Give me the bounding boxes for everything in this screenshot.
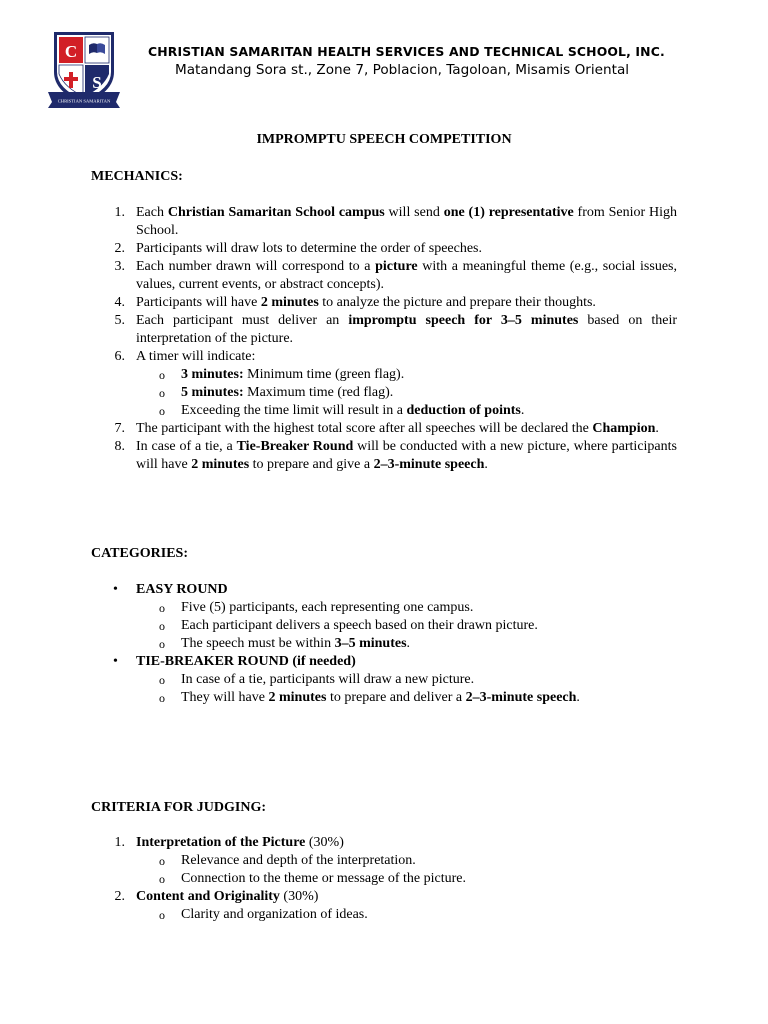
text-run: Each participant delivers a speech based on their drawn picture. [181,618,538,633]
text-run: . [576,690,580,705]
text-run: based on their interpretation of the picture. [136,313,677,346]
list-item-text [136,834,677,852]
bold-text: picture [375,259,418,274]
sub-list-item [136,671,677,689]
bold-text: 3–5 minutes [334,636,407,651]
text-run: Connection to the theme or message of the picture. [181,871,466,886]
sub-list-item [136,852,677,870]
list-item-text [136,420,677,438]
bold-text: 2 minutes [260,295,319,310]
sub-list-item [136,870,677,888]
list-item-text [136,204,677,240]
text-run: . [484,457,488,472]
list-item [91,258,677,294]
list-number: 4. [114,295,125,310]
text-run: Each participant must deliver an [136,313,349,328]
list-item-text [136,240,677,258]
text-run: They will have [181,690,269,705]
list-item-text [136,258,677,294]
sub-list [136,906,677,924]
sub-list-item [136,635,677,653]
sub-bullet-marker: o [159,872,165,886]
bold-text: 2–3-minute speech [373,457,485,472]
text-run: Relevance and depth of the interpretation. [181,853,416,868]
category-label: EASY ROUND [136,582,228,597]
school-logo [46,28,122,110]
bullet-marker: • [113,654,118,669]
text-run: will be conducted with a new picture, where participants will have [136,439,677,472]
sub-list-item [136,366,677,384]
text-run: Each [136,205,168,220]
bold-text: Christian Samaritan School campus [167,205,385,220]
list-number: 2. [114,241,125,256]
list-item [91,834,677,888]
bold-text: deduction of points [406,403,521,418]
bold-text: one (1) representative [443,205,574,220]
school-name: CHRISTIAN SAMARITAN HEALTH SERVICES AND TECHNICAL SCHOOL, INC. [148,44,665,59]
text-run: . [406,636,411,651]
category-item [91,653,677,707]
list-number: 3. [114,259,125,274]
bold-text: Interpretation of the Picture [136,835,306,850]
sub-list-item [136,689,677,707]
text-run: Minimum time (green flag). [243,367,405,382]
list-item-text [136,888,677,906]
text-run: . [520,403,525,418]
list-item-text [136,348,677,366]
category-label: TIE-BREAKER ROUND (if needed) [136,654,356,669]
text-run: Five (5) participants, each representing one campus. [181,600,474,615]
sub-bullet-marker: o [159,386,165,400]
list-item [91,240,677,258]
text-run: from Senior High School. [136,205,678,238]
sub-bullet-marker: o [159,619,165,633]
text-run: The participant with the highest total score after all speeches will be declared the [136,421,593,436]
categories-list [91,581,677,707]
text-run: to prepare and deliver a [326,690,466,705]
text-run: will send [384,205,444,220]
list-item [91,420,677,438]
bullet-marker: • [113,582,118,597]
text-run: (30%) [305,835,344,850]
bold-text: 5 minutes: [181,385,244,400]
list-number: 1. [114,205,125,220]
sub-bullet-marker: o [159,637,165,651]
sub-bullet-marker: o [159,854,165,868]
list-number: 2. [114,889,125,904]
list-item [91,312,677,348]
text-run: In case of a tie, participants will draw a new picture. [181,672,475,687]
text-run: The speech must be within [181,636,335,651]
bold-text: 2 minutes [191,457,250,472]
text-run: Maximum time (red flag). [243,385,394,400]
sub-list [136,599,677,653]
document-title: IMPROMPTU SPEECH COMPETITION [256,132,512,147]
list-number: 6. [114,349,125,364]
text-run: Each number drawn will correspond to a [136,259,376,274]
bold-text: 2–3-minute speech [465,690,577,705]
list-item-text [136,312,677,348]
sub-bullet-marker: o [159,368,165,382]
book-icon [89,43,105,54]
mechanics-list [91,204,677,474]
text-run: to prepare and give a [249,457,374,472]
list-number: 8. [114,439,125,454]
text-run: Participants will draw lots to determine the order of speeches. [136,241,483,256]
sub-list [136,366,677,420]
list-item-text [136,294,677,312]
list-item [91,348,677,420]
list-item [91,438,677,474]
logo-letter-c: C [64,42,78,61]
sub-list [136,852,677,888]
bold-text: Content and Originality [136,889,280,904]
sub-list-item [136,617,677,635]
text-run: to analyze the picture and prepare their thoughts. [318,295,596,310]
categories-heading: CATEGORIES: [91,546,188,561]
bold-text: Tie-Breaker Round [236,439,354,454]
list-number: 1. [114,835,125,850]
sub-bullet-marker: o [159,601,165,615]
list-number: 5. [114,313,125,328]
school-address: Matandang Sora st., Zone 7, Poblacion, Tagoloan, Misamis Oriental [175,62,630,78]
text-run: A timer will indicate: [136,349,256,364]
sub-list-item [136,599,677,617]
sub-list-item [136,402,677,420]
text-run: Participants will have [136,295,261,310]
logo-letter-s: S [92,73,102,92]
text-run: In case of a tie, a [136,439,237,454]
text-run: with a meaningful theme (e.g., social issues, values, current events, or abstract concepts). [136,259,677,292]
list-number: 7. [114,421,125,436]
sub-list-item [136,906,677,924]
bold-text: 3 minutes: [181,367,244,382]
list-item [91,888,677,924]
sub-list-item [136,384,677,402]
text-run: Clarity and organization of ideas. [181,907,368,922]
list-item [91,294,677,312]
logo-banner-text: CHRISTIAN SAMARITAN [57,98,111,104]
mechanics-heading: MECHANICS: [91,169,183,184]
sub-bullet-marker: o [159,673,165,687]
category-item [91,581,677,653]
bold-text: impromptu speech for 3–5 minutes [348,313,579,328]
criteria-list [91,834,677,924]
text-run: (30%) [279,889,319,904]
sub-list [136,671,677,707]
text-run: . [655,421,659,436]
list-item [91,204,677,240]
text-run: Exceeding the time limit will result in a [181,403,407,418]
sub-bullet-marker: o [159,404,165,418]
bold-text: Champion [592,421,656,436]
sub-bullet-marker: o [159,908,165,922]
bold-text: 2 minutes [268,690,327,705]
list-item-text [136,438,677,474]
criteria-heading: CRITERIA FOR JUDGING: [91,800,267,815]
sub-bullet-marker: o [159,691,165,705]
